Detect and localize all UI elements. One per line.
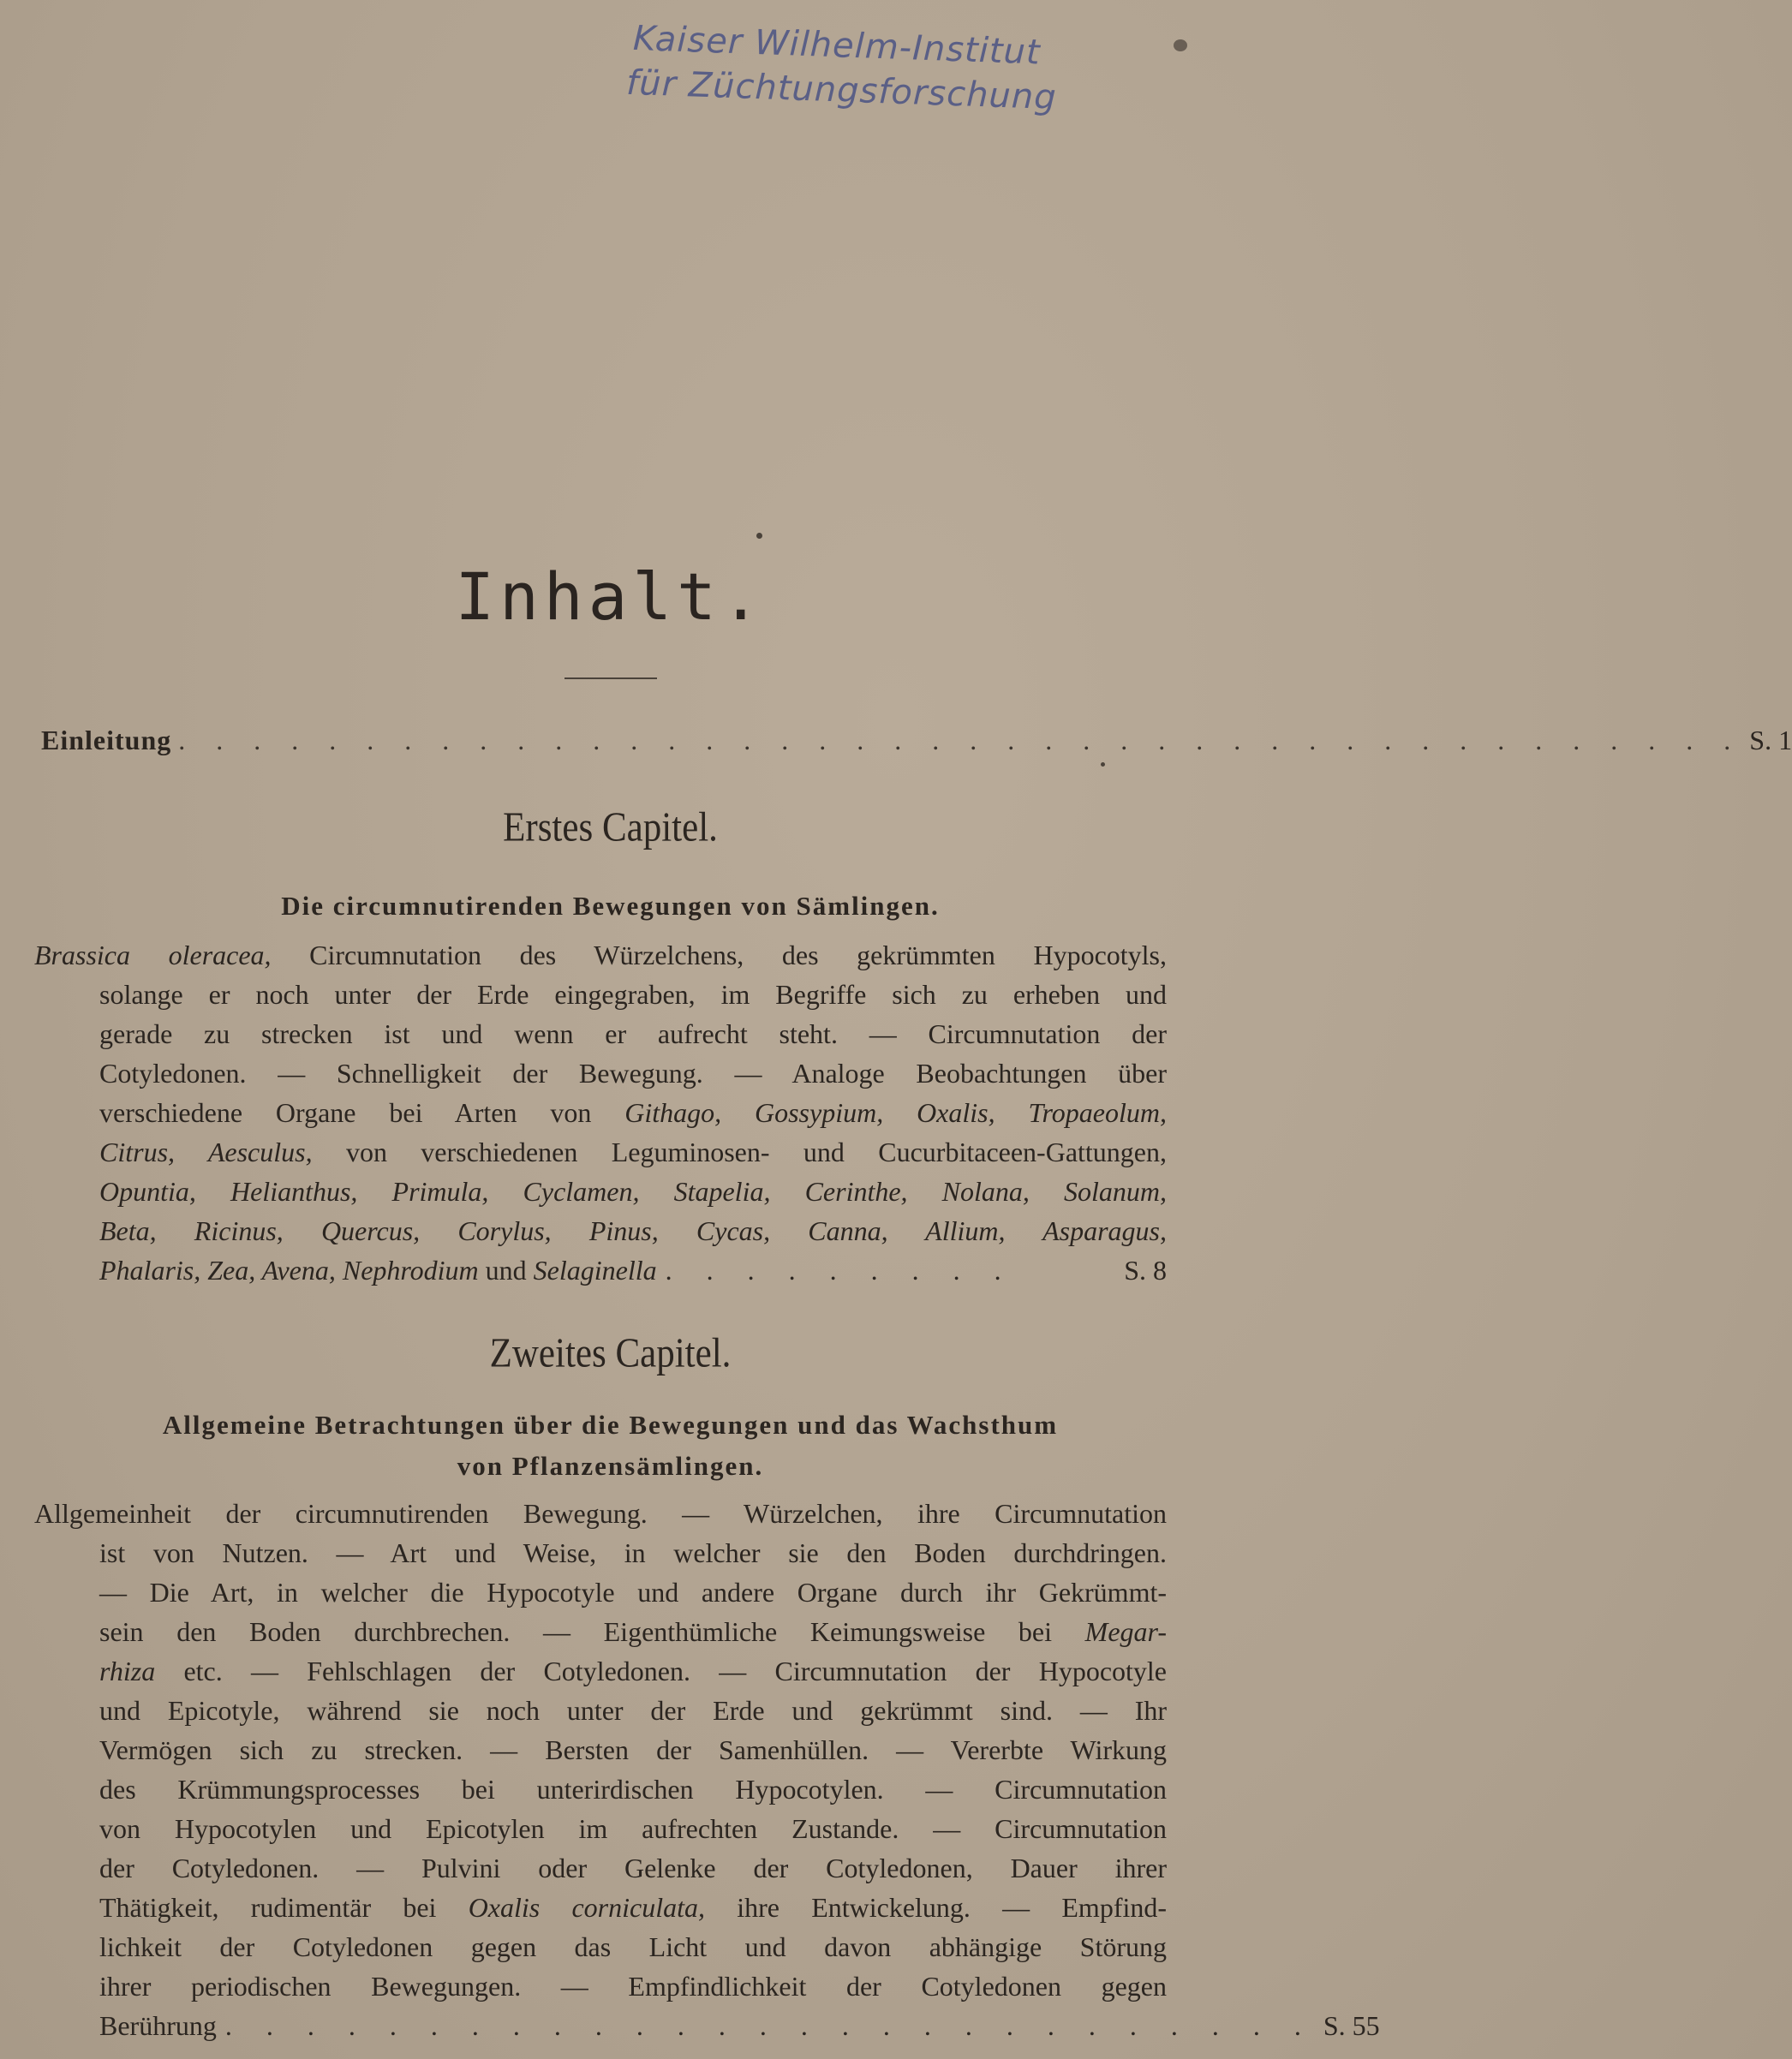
chapter-2-subheading-line-2: von Pflanzensämlingen.	[457, 1451, 764, 1481]
toc-entry-page: S. 1	[1749, 725, 1792, 755]
summary-line: Cotyledonen. — Schnelligkeit der Bewegung. — Analoge Beobachtungen über	[99, 1058, 1167, 1089]
chapter-2-subheading	[34, 1405, 1186, 1487]
summary-line: Brassica oleracea, Circumnutation des Würzelchens, des gekrümmten Hypocotyls,	[34, 940, 1167, 970]
toc-entry-introduction	[41, 725, 1792, 767]
dot-leader: . . . . . . . . .	[665, 1255, 1015, 1286]
chapter-2-summary	[34, 1494, 1380, 2045]
summary-line: der Cotyledonen. — Pulvini oder Gelenke der Cotyledonen, Dauer ihrer	[99, 1853, 1167, 1883]
summary-line: Thätigkeit, rudimentär bei Oxalis corniculata, ihre Entwickelung. — Empfind-	[99, 1892, 1168, 1923]
summary-line: lichkeit der Cotyledonen gegen das Licht und davon abhängige Störung	[99, 1931, 1167, 1962]
summary-line: Vermögen sich zu strecken. — Bersten der Samenhüllen. — Vererbte Wirkung	[99, 1734, 1167, 1765]
summary-line: Citrus, Aesculus, von verschiedenen Leguminosen- und Cucurbitaceen-Gattungen,	[99, 1137, 1168, 1167]
chapter-1-summary	[34, 935, 1167, 1290]
chapter-2-heading: Zweites Capitel.	[489, 1331, 732, 1376]
summary-line: rhiza etc. — Fehlschlagen der Cotyledonen. — Circumnutation der Hypocotyle	[99, 1656, 1167, 1686]
paper-speck	[756, 533, 762, 539]
toc-entry-page: S. 55	[1323, 2010, 1380, 2041]
summary-line: ist von Nutzen. — Art und Weise, in welcher sie den Boden durchdringen.	[99, 1537, 1167, 1568]
chapter-1-heading: Erstes Capitel.	[503, 805, 718, 850]
summary-line: verschiedene Organe bei Arten von Githago, Gossypium, Oxalis, Tropaeolum,	[99, 1097, 1168, 1128]
summary-line: Opuntia, Helianthus, Primula, Cyclamen, Stapelia, Cerinthe, Nolana, Solanum,	[99, 1176, 1167, 1207]
paper-speck	[1174, 39, 1187, 51]
chapter-2-subheading-line-1: Allgemeine Betrachtungen über die Bewegungen und das Wachsthum	[162, 1410, 1059, 1440]
summary-line: des Krümmungsprocesses bei unterirdischen Hypocotylen. — Circumnutation	[99, 1774, 1167, 1805]
summary-line: Beta, Ricinus, Quercus, Corylus, Pinus, Cycas, Canna, Allium, Asparagus,	[99, 1215, 1167, 1246]
summary-line: solange er noch unter der Erde eingegraben, im Begriffe sich zu erheben und	[99, 979, 1167, 1010]
summary-line-last: Berührung . . . . . . . . . . . . . . . . . . . . . . . . . . . S. 55	[34, 2006, 1167, 2045]
dot-leader: . . . . . . . . . . . . . . . . . . . . . . . . . . . . . . . . . . . . . . . . . .	[178, 725, 1743, 755]
summary-line: gerade zu strecken ist und wenn er aufrecht steht. — Circumnutation der	[99, 1018, 1167, 1049]
summary-line: Allgemeinheit der circumnutirenden Bewegung. — Würzelchen, ihre Circumnutation	[34, 1498, 1167, 1529]
toc-entry-label: Einleitung	[41, 725, 172, 755]
stamp-line-2: für Züchtungsforschung	[625, 63, 1058, 118]
summary-line: und Epicotyle, während sie noch unter der Erde und gekrümmt sind. — Ihr	[99, 1695, 1167, 1726]
summary-line: ihrer periodischen Bewegungen. — Empfindlichkeit der Cotyledonen gegen	[99, 1971, 1167, 2002]
institute-stamp	[625, 16, 1078, 121]
dot-leader: . . . . . . . . . . . . . . . . . . . . . . . . . . .	[224, 2010, 1315, 2041]
stamp-line-1: Kaiser Wilhelm-Institut	[632, 18, 1042, 73]
summary-line: sein den Boden durchbrechen. — Eigenthümliche Keimungsweise bei Megar-	[99, 1616, 1167, 1647]
summary-line-last: Phalaris, Zea, Avena, Nephrodium und Selaginella . . . . . . . . . S. 8	[34, 1250, 1167, 1290]
summary-line: von Hypocotylen und Epicotylen im aufrechten Zustande. — Circumnutation	[99, 1813, 1167, 1844]
title-divider	[564, 677, 657, 679]
chapter-1-subheading: Die circumnutirenden Bewegungen von Sämlingen.	[281, 891, 940, 921]
page-title: Inhalt.	[455, 558, 766, 635]
summary-line: — Die Art, in welcher die Hypocotyle und andere Organe durch ihr Gekrümmt-	[99, 1577, 1167, 1608]
toc-entry-page: S. 8	[1124, 1255, 1167, 1286]
